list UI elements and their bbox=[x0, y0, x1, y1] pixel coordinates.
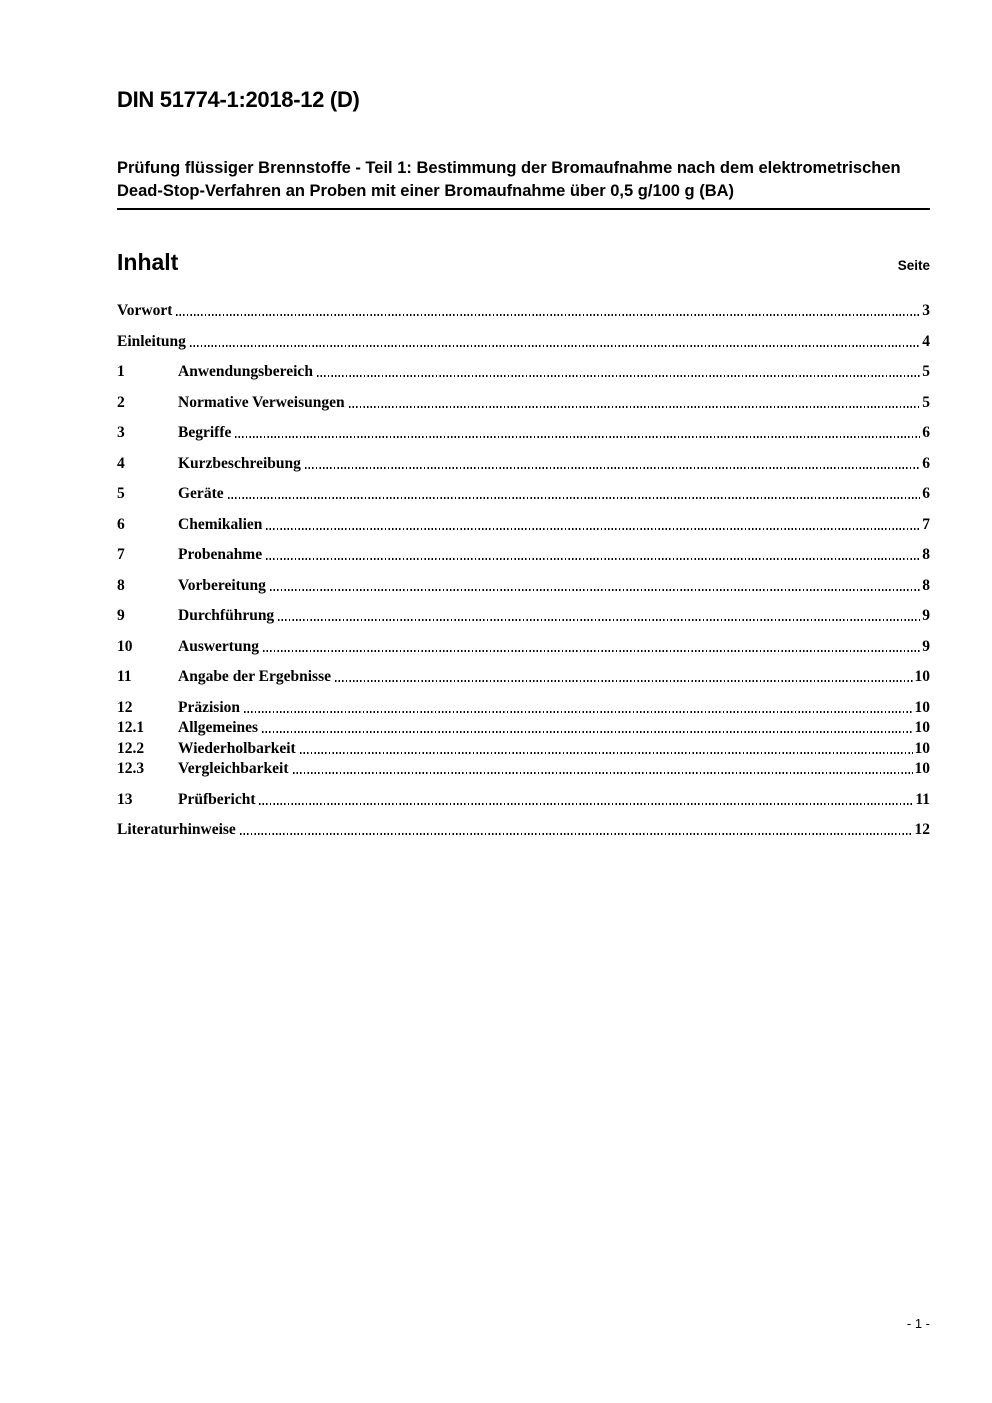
toc-entry-page: 10 bbox=[914, 760, 930, 777]
toc-entry-label: Chemikalien bbox=[178, 515, 263, 533]
toc-entry-label: Kurzbeschreibung bbox=[178, 454, 301, 472]
toc-entry[interactable] bbox=[117, 740, 930, 757]
toc-entry-label: Literaturhinweise bbox=[117, 821, 236, 838]
document-title: Prüfung flüssiger Brennstoffe - Teil 1: Bestimmung der Bromaufnahme nach dem elektrometrischen Dead-Stop-Verfahren an Proben mit einer Bromaufnahme über 0,5 g/100 g (BA) bbox=[117, 157, 930, 210]
toc-entry-page: 8 bbox=[922, 546, 930, 563]
toc-entry-number: 4 bbox=[117, 454, 125, 472]
toc-leader-dots bbox=[190, 345, 920, 347]
toc-entry[interactable] bbox=[117, 607, 930, 624]
toc-entry-page: 3 bbox=[922, 302, 930, 319]
toc-leader-dots bbox=[259, 803, 913, 805]
toc-entry[interactable] bbox=[117, 638, 930, 655]
toc-leader-dots bbox=[270, 589, 920, 591]
toc-entry-page: 5 bbox=[922, 363, 930, 380]
toc-entry-number: 6 bbox=[117, 515, 125, 533]
toc-entry-number: 12.2 bbox=[117, 739, 145, 757]
toc-entry-page: 11 bbox=[915, 790, 930, 808]
toc-entry-label: Durchführung bbox=[178, 607, 275, 624]
toc-entry[interactable] bbox=[117, 424, 930, 441]
toc-entry-label: Vergleichbarkeit bbox=[178, 760, 289, 777]
toc-entry-number: 1 bbox=[117, 363, 125, 380]
toc-entry-label: Auswertung bbox=[178, 637, 259, 655]
toc-entry-number: 12.3 bbox=[117, 760, 145, 777]
toc-entry-page: 10 bbox=[914, 739, 930, 757]
toc-leader-dots bbox=[278, 619, 920, 621]
toc-entry-number: 2 bbox=[117, 393, 125, 411]
toc-entry-page: 6 bbox=[922, 485, 930, 502]
toc-leader-dots bbox=[300, 752, 913, 754]
toc-entry-label: Probenahme bbox=[178, 546, 263, 563]
toc-leader-dots bbox=[262, 731, 912, 733]
toc-entry-number: 12 bbox=[117, 698, 133, 716]
toc-entry[interactable] bbox=[117, 699, 930, 716]
toc-page-column-label: Seite bbox=[897, 258, 930, 273]
toc-leader-dots bbox=[266, 528, 920, 530]
toc-entry-number: 12.1 bbox=[117, 719, 145, 736]
toc-entry-page: 6 bbox=[922, 424, 930, 441]
toc-entry[interactable] bbox=[117, 363, 930, 380]
toc-entry-page: 8 bbox=[922, 576, 930, 594]
toc-entry-label: Geräte bbox=[178, 485, 224, 502]
toc-leader-dots bbox=[305, 467, 920, 469]
toc-leader-dots bbox=[244, 711, 913, 713]
toc-entry-page: 6 bbox=[922, 454, 930, 472]
toc-leader-dots bbox=[263, 650, 920, 652]
toc-entry[interactable] bbox=[117, 455, 930, 472]
toc-entry-page: 5 bbox=[922, 393, 930, 411]
toc-entry[interactable] bbox=[117, 791, 930, 808]
toc-entry-page: 10 bbox=[914, 719, 930, 736]
toc-entry-label: Anwendungsbereich bbox=[178, 363, 313, 380]
toc-entry[interactable] bbox=[117, 668, 930, 685]
document-number: DIN 51774-1:2018-12 (D) bbox=[117, 87, 360, 112]
toc-leader-dots bbox=[240, 833, 913, 835]
toc-entry[interactable] bbox=[117, 333, 930, 350]
toc-leader-dots bbox=[349, 406, 921, 408]
toc-entry-label: Begriffe bbox=[178, 424, 232, 441]
toc-leader-dots bbox=[266, 558, 920, 560]
toc-entry[interactable] bbox=[117, 577, 930, 594]
toc-entry-page: 7 bbox=[922, 515, 930, 533]
toc-entry-number: 13 bbox=[117, 790, 133, 808]
toc-entry-page: 10 bbox=[914, 698, 930, 716]
toc-entry-number: 9 bbox=[117, 607, 125, 624]
toc-leader-dots bbox=[317, 375, 920, 377]
toc-entry[interactable] bbox=[117, 394, 930, 411]
toc-entry[interactable] bbox=[117, 485, 930, 502]
toc-entry-label: Präzision bbox=[178, 698, 240, 716]
toc-entry-page: 10 bbox=[914, 668, 930, 685]
toc-entry-page: 9 bbox=[922, 637, 930, 655]
toc-entry-number: 3 bbox=[117, 424, 125, 441]
toc-entry-label: Vorbereitung bbox=[178, 576, 266, 594]
toc-entry[interactable] bbox=[117, 516, 930, 533]
toc-leader-dots bbox=[235, 436, 920, 438]
toc-leader-dots bbox=[293, 772, 913, 774]
toc-entry-label: Angabe der Ergebnisse bbox=[178, 668, 332, 685]
toc-entry-label: Prüfbericht bbox=[178, 790, 256, 808]
toc-entry-number: 10 bbox=[117, 637, 133, 655]
toc-entry-label: Allgemeines bbox=[178, 719, 259, 736]
toc-entry-page: 4 bbox=[922, 332, 930, 350]
toc-leader-dots bbox=[228, 497, 921, 499]
table-of-contents bbox=[117, 302, 930, 838]
toc-entry[interactable] bbox=[117, 821, 930, 838]
toc-entry-number: 8 bbox=[117, 576, 125, 594]
toc-entry-number: 5 bbox=[117, 485, 125, 502]
toc-entry[interactable] bbox=[117, 760, 930, 777]
toc-entry-label: Einleitung bbox=[117, 332, 186, 350]
toc-leader-dots bbox=[335, 680, 912, 682]
toc-entry-label: Normative Verweisungen bbox=[178, 393, 345, 411]
toc-entry-page: 9 bbox=[922, 607, 930, 624]
toc-heading: Inhalt bbox=[117, 249, 179, 275]
page-number: - 1 - bbox=[906, 1316, 930, 1331]
toc-entry-number: 7 bbox=[117, 546, 125, 563]
toc-entry[interactable] bbox=[117, 546, 930, 563]
toc-entry-label: Vorwort bbox=[117, 302, 173, 319]
toc-leader-dots bbox=[176, 314, 920, 316]
toc-header bbox=[117, 248, 930, 276]
toc-entry[interactable] bbox=[117, 719, 930, 736]
toc-entry-label: Wiederholbarkeit bbox=[178, 739, 296, 757]
toc-entry-page: 12 bbox=[914, 821, 930, 838]
toc-entry[interactable] bbox=[117, 302, 930, 319]
toc-entry-number: 11 bbox=[117, 668, 132, 685]
